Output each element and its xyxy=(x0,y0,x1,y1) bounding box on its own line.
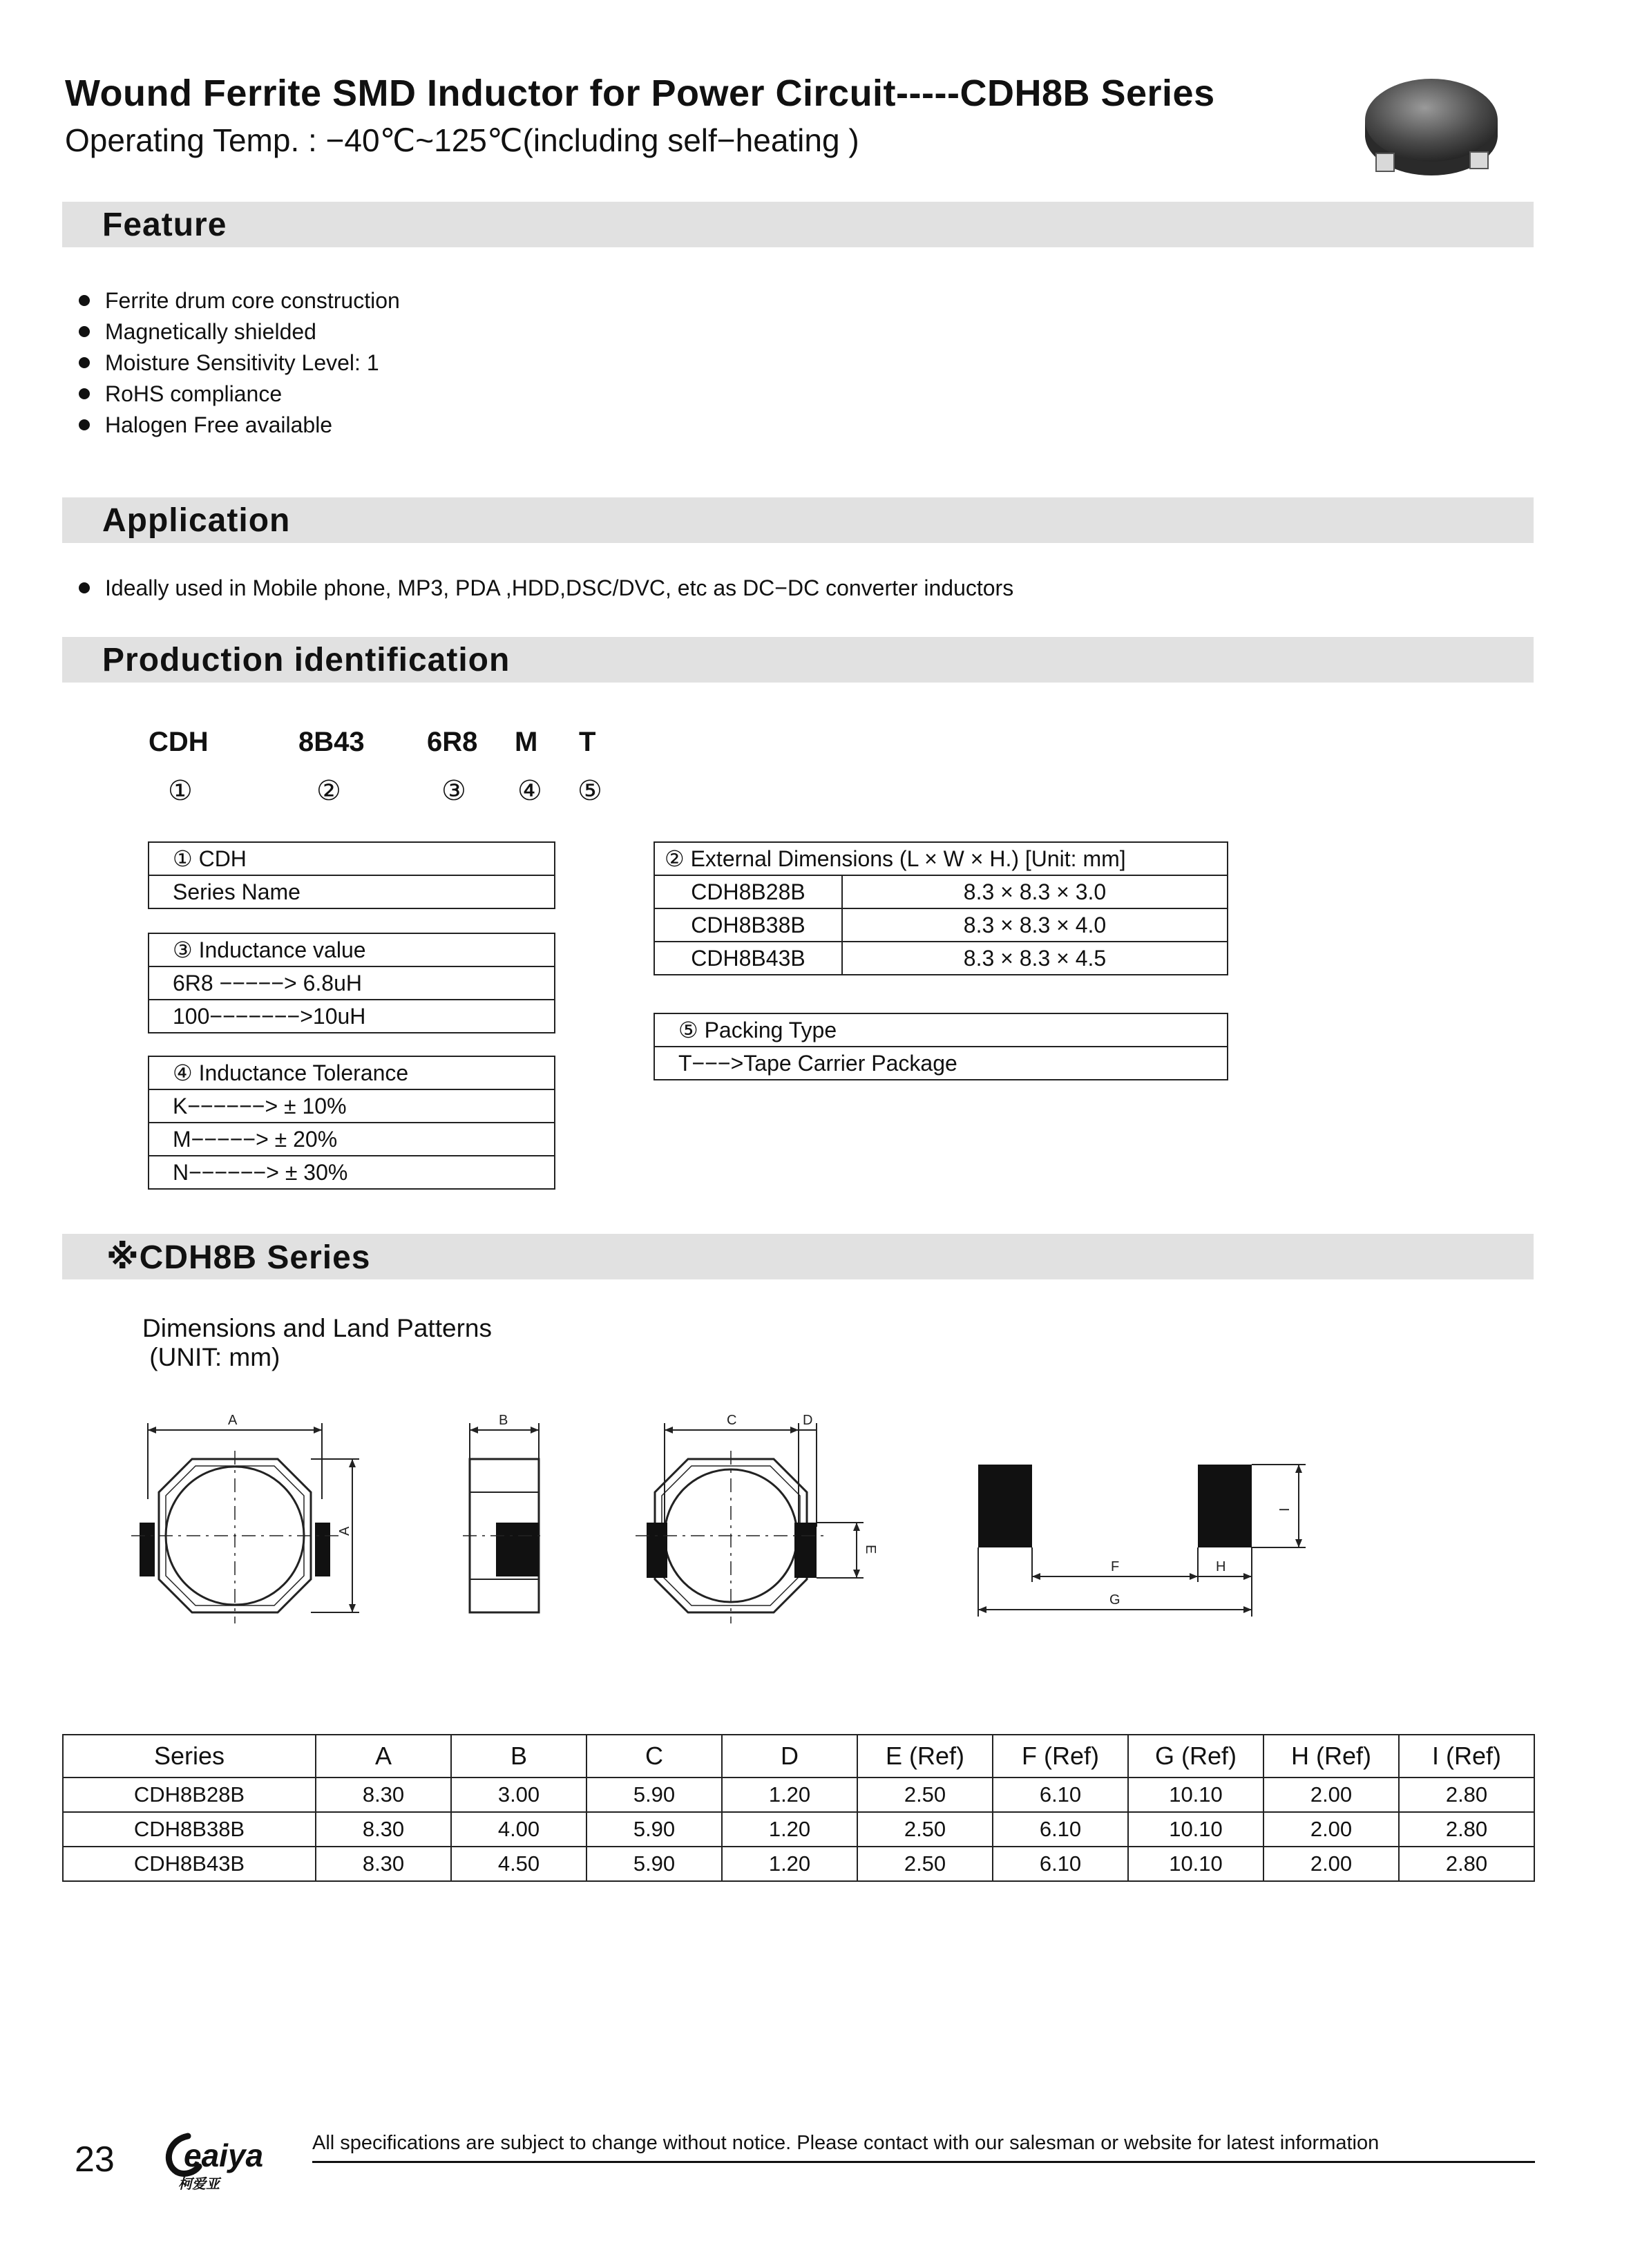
table-cell: 2.80 xyxy=(1399,1812,1534,1847)
table-cell: CDH8B43B xyxy=(63,1847,316,1881)
code-number-3: ③ xyxy=(441,776,466,806)
table-cell: 8.30 xyxy=(316,1778,451,1812)
page-title: Wound Ferrite SMD Inductor for Power Circuit-----CDH8B Series xyxy=(65,73,1215,114)
column-header: H (Ref) xyxy=(1263,1735,1399,1778)
application-list xyxy=(76,573,1013,604)
application-heading: Application xyxy=(102,502,291,539)
dimension-model: CDH8B38B xyxy=(654,908,842,942)
label-B: B xyxy=(499,1413,508,1428)
operating-temp: Operating Temp. : −40℃~125℃(including self−heating ) xyxy=(65,122,859,158)
column-header: A xyxy=(316,1735,451,1778)
footer-divider xyxy=(312,2161,1535,2163)
code-number-4: ④ xyxy=(517,776,542,806)
feature-list xyxy=(76,285,400,441)
label-D: D xyxy=(803,1413,813,1428)
dimension-drawing xyxy=(104,1395,1319,1658)
external-dimensions-title: ② External Dimensions (L × W × H.) [Unit: mm] xyxy=(654,842,1228,875)
table-cell: 4.50 xyxy=(451,1847,586,1881)
logo-subtext: 柯爱亚 xyxy=(178,2175,220,2192)
table-cell: CDH8B28B xyxy=(63,1778,316,1812)
table-cell: 1.20 xyxy=(722,1847,857,1881)
tolerance-row: K−−−−−−> ± 10% xyxy=(149,1089,555,1123)
list-item: Magnetically shielded xyxy=(76,316,400,347)
table-cell: 2.80 xyxy=(1399,1847,1534,1881)
table-cell: 6.10 xyxy=(993,1778,1128,1812)
side-view-drawing xyxy=(463,1413,546,1612)
feature-heading: Feature xyxy=(102,207,227,243)
code-tolerance: M xyxy=(515,727,538,757)
list-item: RoHS compliance xyxy=(76,379,400,410)
series-section-header xyxy=(62,1234,1534,1279)
code-dimension: 8B43 xyxy=(298,727,365,757)
label-G: G xyxy=(1109,1592,1120,1608)
table-cell: 6.10 xyxy=(993,1847,1128,1881)
identification-heading: Production identification xyxy=(102,642,511,678)
label-F: F xyxy=(1111,1559,1120,1574)
inductor-product-photo xyxy=(1360,72,1503,182)
packing-title: ⑤ Packing Type xyxy=(654,1013,1228,1047)
logo-text: eaiya xyxy=(184,2137,264,2173)
dimension-value: 8.3 × 8.3 × 3.0 xyxy=(842,875,1228,908)
company-logo xyxy=(158,2121,282,2197)
label-A-top: A xyxy=(228,1413,238,1428)
series-name-row: Series Name xyxy=(149,875,555,908)
code-number-5: ⑤ xyxy=(578,776,602,806)
label-H: H xyxy=(1216,1559,1226,1574)
table-header-row xyxy=(63,1735,1534,1778)
column-header: Series xyxy=(63,1735,316,1778)
packing-row: T−−−>Tape Carrier Package xyxy=(654,1047,1228,1080)
dimension-model: CDH8B43B xyxy=(654,942,842,975)
tolerance-box xyxy=(148,1056,555,1190)
dimension-model: CDH8B28B xyxy=(654,875,842,908)
feature-section-header xyxy=(62,202,1534,247)
label-E: E xyxy=(863,1545,878,1554)
land-pattern-drawing xyxy=(978,1465,1306,1617)
identification-section-header xyxy=(62,637,1534,683)
table-cell: 2.50 xyxy=(857,1847,993,1881)
inductance-value-box xyxy=(148,933,555,1033)
code-inductance: 6R8 xyxy=(427,727,478,757)
dimensions-caption: Dimensions and Land Patterns (UNIT: mm) xyxy=(142,1314,492,1371)
code-series: CDH xyxy=(149,727,209,757)
label-I: I xyxy=(1277,1507,1293,1512)
dimension-value: 8.3 × 8.3 × 4.5 xyxy=(842,942,1228,975)
series-name-box xyxy=(148,841,555,909)
table-cell: 2.00 xyxy=(1263,1812,1399,1847)
column-header: G (Ref) xyxy=(1128,1735,1263,1778)
table-cell: 5.90 xyxy=(586,1847,722,1881)
packing-type-box xyxy=(654,1013,1228,1080)
table-row xyxy=(63,1812,1534,1847)
column-header: B xyxy=(451,1735,586,1778)
code-number-1: ① xyxy=(168,776,193,806)
column-header: C xyxy=(586,1735,722,1778)
table-cell: 2.50 xyxy=(857,1812,993,1847)
column-header: E (Ref) xyxy=(857,1735,993,1778)
bottom-view-drawing xyxy=(636,1413,878,1623)
inductance-title: ③ Inductance value xyxy=(149,933,555,966)
external-dimensions-box xyxy=(654,841,1228,975)
table-cell: 8.30 xyxy=(316,1812,451,1847)
dimension-value: 8.3 × 8.3 × 4.0 xyxy=(842,908,1228,942)
label-A-side: A xyxy=(337,1526,352,1536)
table-cell: 2.80 xyxy=(1399,1778,1534,1812)
inductance-row: 6R8 −−−−−> 6.8uH xyxy=(149,966,555,1000)
inductance-row: 100−−−−−−−>10uH xyxy=(149,1000,555,1033)
column-header: I (Ref) xyxy=(1399,1735,1534,1778)
table-cell: 8.30 xyxy=(316,1847,451,1881)
series-heading: ※CDH8B Series xyxy=(106,1239,371,1276)
table-cell: 10.10 xyxy=(1128,1847,1263,1881)
table-cell: 5.90 xyxy=(586,1812,722,1847)
tolerance-row: N−−−−−−> ± 30% xyxy=(149,1156,555,1189)
list-item: Halogen Free available xyxy=(76,410,400,441)
code-number-2: ② xyxy=(316,776,341,806)
table-cell: 3.00 xyxy=(451,1778,586,1812)
table-cell: 2.00 xyxy=(1263,1778,1399,1812)
list-item: Moisture Sensitivity Level: 1 xyxy=(76,347,400,379)
spec-table xyxy=(62,1734,1535,1882)
table-cell: CDH8B38B xyxy=(63,1812,316,1847)
list-item: Ferrite drum core construction xyxy=(76,285,400,316)
table-cell: 6.10 xyxy=(993,1812,1128,1847)
tolerance-row: M−−−−−> ± 20% xyxy=(149,1123,555,1156)
table-cell: 5.90 xyxy=(586,1778,722,1812)
table-cell: 1.20 xyxy=(722,1812,857,1847)
footer-notice: All specifications are subject to change without notice. Please contact with our salesman or website for latest information xyxy=(312,2132,1380,2154)
column-header: F (Ref) xyxy=(993,1735,1128,1778)
code-packing: T xyxy=(579,727,596,757)
label-C: C xyxy=(727,1413,737,1428)
table-row xyxy=(63,1847,1534,1881)
series-name-title: ① CDH xyxy=(149,842,555,875)
list-item: Ideally used in Mobile phone, MP3, PDA ,HDD,DSC/DVC, etc as DC−DC converter inductors xyxy=(76,573,1013,604)
table-cell: 2.50 xyxy=(857,1778,993,1812)
table-cell: 4.00 xyxy=(451,1812,586,1847)
tolerance-title: ④ Inductance Tolerance xyxy=(149,1056,555,1089)
page-number: 23 xyxy=(75,2140,115,2180)
table-cell: 1.20 xyxy=(722,1778,857,1812)
top-view-drawing xyxy=(131,1413,359,1623)
table-row xyxy=(63,1778,1534,1812)
application-section-header xyxy=(62,497,1534,543)
table-cell: 10.10 xyxy=(1128,1778,1263,1812)
table-cell: 10.10 xyxy=(1128,1812,1263,1847)
column-header: D xyxy=(722,1735,857,1778)
table-cell: 2.00 xyxy=(1263,1847,1399,1881)
